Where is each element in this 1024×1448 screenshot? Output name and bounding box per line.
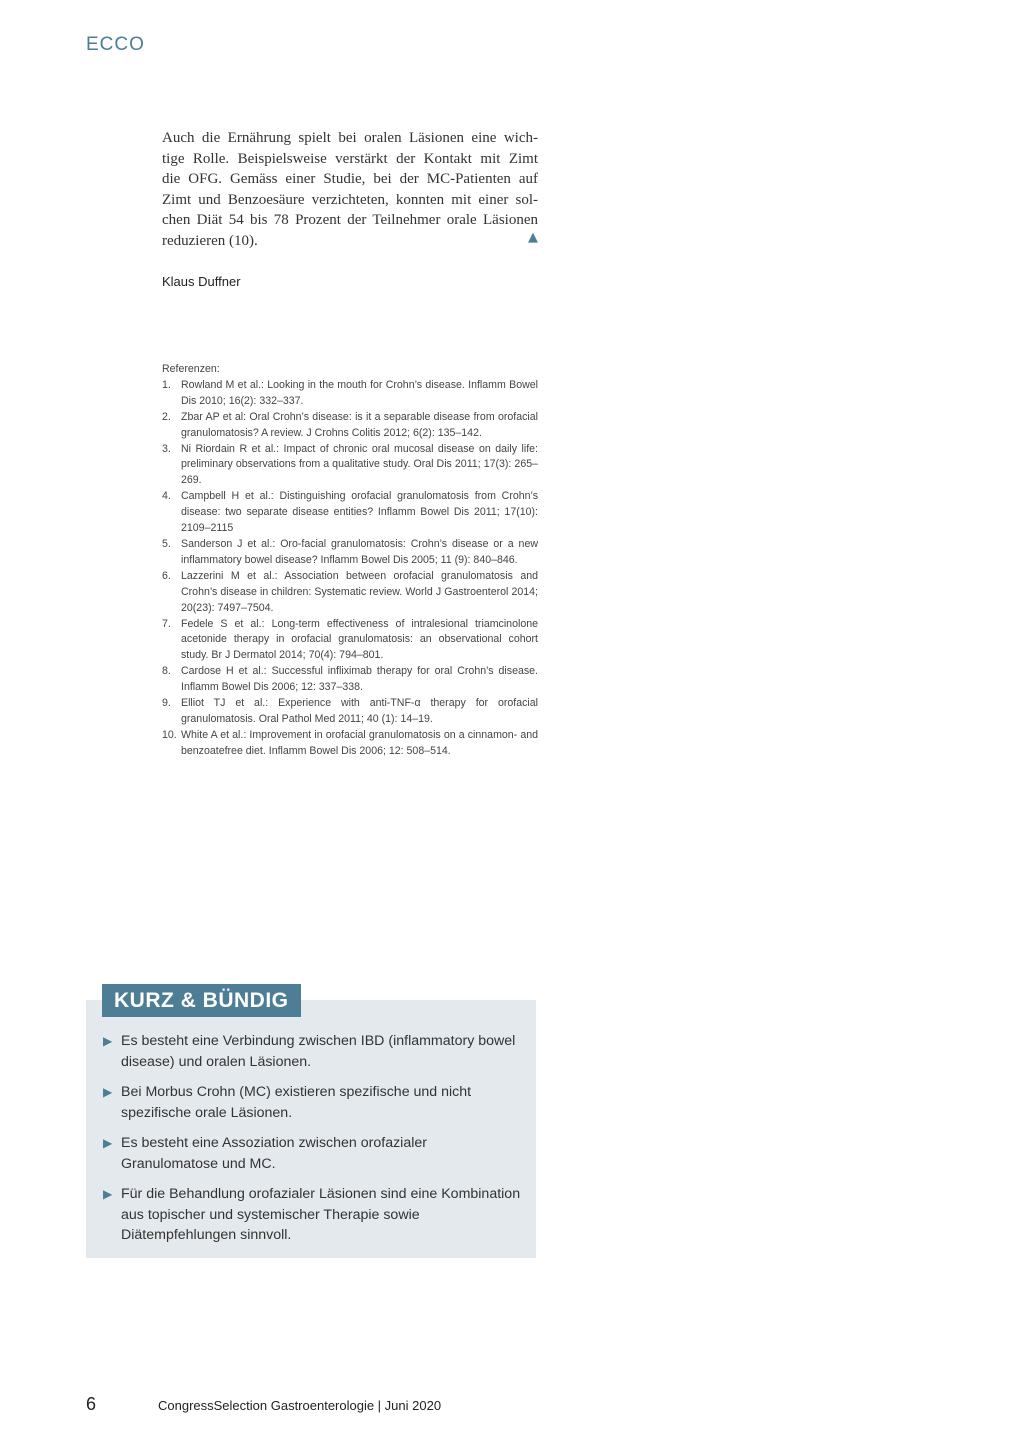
article-line: tige Rolle. Beispielsweise verstärkt der Kontakt mit Zimt: [162, 150, 538, 167]
article-line: Auch die Ernährung spielt bei oralen Läsionen eine wich-: [162, 130, 538, 146]
article-last-line-wrap: [162, 231, 538, 252]
article-line: reduzieren (10).: [162, 232, 258, 249]
reference-text: White A et al.: Improvement in orofacial granulomatosis on a cinnamon- and benzoatefree diet. Inflamm Bowel Dis 2006; 12: 508–514.: [181, 728, 538, 757]
summary-item-text: Bei Morbus Crohn (MC) existieren spezifische und nicht spezifische orale Läsionen.: [121, 1084, 472, 1121]
summary-title: KURZ & BÜNDIG: [102, 984, 301, 1017]
end-of-article-icon: ▲: [528, 229, 538, 245]
reference-item: [162, 410, 538, 442]
summary-item-text: Es besteht eine Assoziation zwischen orofazialer Granulomatose und MC.: [121, 1135, 427, 1172]
author-name: Klaus Duffner: [162, 274, 241, 289]
reference-text: Elliot TJ et al.: Experience with anti-TNF-α therapy for orofacial granulomatosis. Oral Pathol Med 2011; 40 (1): 14–19.: [181, 697, 538, 725]
reference-item: [162, 537, 538, 569]
reference-item: [162, 378, 538, 410]
reference-item: [162, 617, 538, 665]
references-heading: Referenzen:: [162, 363, 220, 375]
article-line: chen Diät 54 bis 78 Prozent der Teilnehmer orale Läsionen: [162, 212, 538, 229]
reference-number: 1.: [162, 378, 171, 391]
reference-item: [162, 664, 538, 696]
reference-number: 8.: [162, 665, 171, 678]
reference-number: 3.: [162, 442, 171, 455]
summary-item: [103, 1184, 523, 1246]
reference-item: [162, 696, 538, 728]
reference-text: Lazzerini M et al.: Association between orofacial granulomatosis and Crohn’s disease in children: Systematic review. World J Gastroenterol 2014; 20(23): 7497–7504.: [181, 569, 538, 614]
reference-number: 10.: [162, 728, 177, 741]
reference-number: 4.: [162, 490, 171, 503]
header-label: ECCO: [86, 34, 145, 55]
article-line: die OFG. Gemäss einer Studie, bei der MC-Patienten auf: [162, 171, 538, 188]
reference-number: 9.: [162, 697, 171, 710]
summary-item: [103, 1031, 523, 1072]
article-line: Zimt und Benzoesäure verzichteten, konnten mit einer sol-: [162, 191, 538, 208]
triangle-right-icon: ▶: [103, 1085, 113, 1099]
triangle-right-icon: ▶: [103, 1034, 113, 1048]
reference-text: Ni Riordain R et al.: Impact of chronic oral mucosal disease on daily life: preliminary observations from a qualitative study. Oral Dis 2011; 17(3): 265–269.: [181, 442, 538, 487]
reference-number: 6.: [162, 569, 171, 582]
summary-item: [103, 1133, 523, 1174]
summary-item-text: Es besteht eine Verbindung zwischen IBD (inflammatory bowel disease) und oralen Läsionen.: [121, 1033, 516, 1070]
triangle-right-icon: ▶: [103, 1187, 113, 1201]
references-section: [162, 362, 538, 760]
reference-item: [162, 442, 538, 490]
reference-number: 7.: [162, 617, 171, 630]
references-list: [162, 378, 538, 760]
reference-item: [162, 728, 538, 760]
reference-number: 2.: [162, 410, 171, 423]
triangle-right-icon: ▶: [103, 1136, 113, 1150]
reference-text: Cardose H et al.: Successful infliximab therapy for oral Crohn’s disease. Inflamm Bowel Dis 2006; 12: 337–338.: [181, 665, 538, 694]
summary-item-text: Für die Behandlung orofazialer Läsionen sind eine Kombination aus topischer und systemischer Therapie sowie Diätempfehlungen sinnvoll.: [121, 1186, 521, 1243]
article-body: [162, 128, 538, 252]
reference-item: [162, 489, 538, 537]
summary-list: [103, 1031, 523, 1256]
reference-number: 5.: [162, 537, 171, 550]
reference-text: Fedele S et al.: Long-term effectiveness of intralesional triamcinolone acetonide therapy in orofacial granulomatosis: an observational cohort study. Br J Dermatol 2014; 70(4): 794–801.: [181, 617, 538, 662]
page-number: 6: [86, 1394, 97, 1414]
reference-text: Campbell H et al.: Distinguishing orofacial granulomatosis from Crohn’s disease: two separate disease entities? Inflamm Bowel Dis 2011; 17(10): 2109–2115: [181, 490, 538, 535]
publication-title: CongressSelection Gastroenterologie | Juni 2020: [158, 1398, 442, 1413]
reference-text: Rowland M et al.: Looking in the mouth for Crohn’s disease. Inflamm Bowel Dis 2010; 16(2): 332–337.: [181, 378, 538, 407]
reference-item: [162, 569, 538, 617]
reference-text: Zbar AP et al: Oral Crohn’s disease: is it a separable disease from orofacial granulomatosis? A review. J Crohns Colitis 2012; 6(2): 135–142.: [181, 410, 538, 439]
summary-item: [103, 1082, 523, 1123]
reference-text: Sanderson J et al.: Oro-facial granulomatosis: Crohn’s disease or a new inflammatory bowel disease? Inflamm Bowel Dis 2005; 11 (9): 840–846.: [181, 537, 538, 566]
